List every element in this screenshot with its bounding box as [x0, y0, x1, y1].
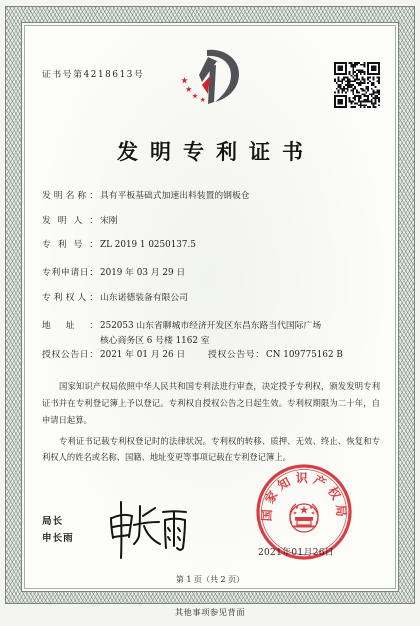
certificate-title: 发明专利证书 [117, 139, 315, 164]
paragraph-1-line-1: 国家知识产权局依照中华人民共和国专利法进行审查，决定授予专利权，颁发发明专利 [59, 381, 380, 391]
paragraph-1-line-3: 申请日起算。 [42, 415, 92, 425]
national-emblem-icon [290, 504, 318, 532]
page-number: 第 1 页（共 2 页） [175, 575, 245, 584]
field-label: 专利申请日： [42, 268, 98, 278]
field-patent-number [42, 240, 196, 251]
field-value: 宋刚 [100, 216, 118, 226]
field-grant-date [42, 350, 185, 361]
footer-note: 其他事项参见背面 [174, 607, 246, 617]
field-label: 授权公告号： [208, 350, 264, 360]
field-value-line-1: 252053 山东省聊城市经济开发区东昌东路当代国际广场 [100, 321, 322, 331]
field-label: 发明名称： [42, 191, 98, 201]
qr-code-modules [334, 62, 380, 108]
seal-date: 2021年01月26日 [258, 548, 335, 558]
field-value: 2019 年 03 月 29 日 [100, 268, 186, 278]
certificate-number: 证书号第4218613号 [42, 70, 145, 80]
field-invention-name [42, 191, 250, 202]
field-label: 发明人： [42, 216, 98, 226]
field-label: 授权公告日： [42, 350, 98, 360]
director-name: 申长雨 [42, 533, 74, 544]
director-title: 局长 [42, 516, 64, 527]
field-address [42, 321, 321, 332]
logo-gray-shape [199, 50, 239, 104]
qr-code-icon [334, 62, 380, 108]
field-value: CN 109775162 B [266, 350, 343, 360]
signature-char-3 [163, 511, 186, 550]
field-grant-number [208, 350, 343, 361]
field-application-date [42, 268, 185, 279]
signature-char-2 [134, 506, 160, 544]
handwritten-signature [106, 498, 190, 564]
field-label: 专利号： [42, 240, 98, 250]
paragraph-2-line-1: 专利证书记载专利权登记时的法律状况。专利权的转移、质押、无效、终止、恢复和专 [59, 436, 380, 446]
cnipa-logo-icon [177, 44, 245, 106]
paragraph-1-line-2: 证书并在专利登记簿上予以登记。专利权自授权公告之日起生效。专利权期限为二十年，自 [42, 398, 380, 408]
paragraph-2-line-2: 利权人的姓名或名称、国籍、地址变更等事项记载在专利登记簿上。 [42, 452, 291, 462]
field-value: ZL 2019 1 0250137.5 [100, 240, 196, 250]
field-value: 具有平板基础式加速出料装置的钢板仓 [100, 191, 250, 201]
seal-text-path: 国家知识产权局 [259, 471, 349, 522]
field-label: 地址： [42, 321, 98, 331]
logo-red-stars [181, 76, 210, 102]
field-value: 2021 年 01 月 26 日 [100, 350, 186, 360]
field-label: 专利权人： [42, 293, 98, 303]
official-seal [250, 458, 358, 566]
field-value: 山东诺德装备有限公司 [100, 293, 188, 303]
field-inventor [42, 216, 118, 227]
field-patentee [42, 293, 188, 304]
field-value-line-2: 核心商务区 6 号楼 1162 室 [100, 336, 210, 346]
signature-char-1 [111, 502, 132, 558]
